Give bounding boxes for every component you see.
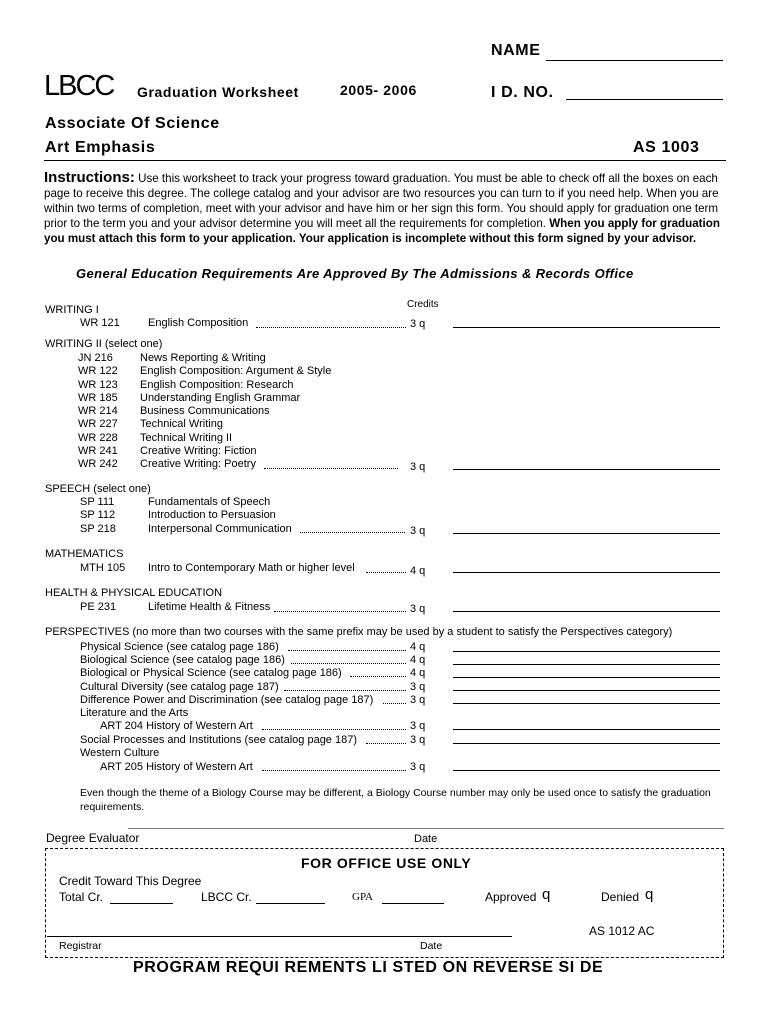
perspective-signoff-line[interactable] <box>453 743 720 744</box>
math-signoff-line[interactable] <box>453 572 720 573</box>
approved-label: Approved <box>485 890 537 904</box>
credit-toward-label: Credit Toward This Degree <box>59 874 202 888</box>
math-name: Intro to Contemporary Math or higher level <box>148 562 355 574</box>
instructions-bold-text: When you apply for graduation you must attach this form to your application. Your application is incomplete without this form signed by your advisor. <box>44 217 720 245</box>
perspective-signoff-line[interactable] <box>453 703 720 704</box>
perspective-item: Social Processes and Institutions (see catalog page 187) <box>80 734 357 746</box>
writing1-title: WRITING I <box>45 304 99 316</box>
name-label: NAME <box>491 42 541 59</box>
registrar-label: Registrar <box>59 940 102 952</box>
course-name: Creative Writing: Fiction <box>140 445 257 458</box>
writing1-code: WR 121 <box>80 317 120 329</box>
denied-label: Denied <box>601 890 640 904</box>
writing1-signoff-line[interactable] <box>453 327 720 328</box>
perspective-credits[interactable]: 3 q <box>410 761 426 773</box>
perspective-credits[interactable]: 3 q <box>410 694 426 706</box>
writing2-title: WRITING II (select one) <box>45 338 163 350</box>
lbcc-cr-field[interactable] <box>256 903 325 904</box>
course-name: English Composition: Argument & Style <box>140 365 332 378</box>
math-credits[interactable]: 4 q <box>410 565 426 577</box>
leader-dots <box>291 663 406 664</box>
gen-ed-heading: General Education Requirements Are Approved By The Admissions & Records Office <box>76 266 634 281</box>
biology-note: Even though the theme of a Biology Course may be different, a Biology Course number may only be used once to satisfy the graduation requirements. <box>80 787 711 813</box>
denied-checkbox[interactable]: q <box>645 886 654 903</box>
emphasis-title: Art Emphasis <box>45 139 156 156</box>
course-code: WR 228 <box>78 431 118 444</box>
course-code: WR 122 <box>78 365 118 378</box>
instructions-label: Instructions: <box>44 169 135 186</box>
instructions <box>44 170 724 246</box>
course-code: SP 218 <box>80 522 116 535</box>
perspective-item: ART 204 History of Western Art <box>100 720 253 732</box>
perspective-signoff-line[interactable] <box>453 690 720 691</box>
course-code: WR 242 <box>78 458 118 471</box>
course-name: Creative Writing: Poetry <box>140 458 256 471</box>
perspective-item: Literature and the Arts <box>80 707 189 719</box>
perspective-item: Biological Science (see catalog page 186) <box>80 654 285 666</box>
course-code: SP 112 <box>80 509 116 522</box>
course-name: Technical Writing <box>140 418 223 431</box>
course-name: English Composition: Research <box>140 378 294 391</box>
worksheet-title: Graduation Worksheet <box>137 84 299 100</box>
health-credits[interactable]: 3 q <box>410 603 426 615</box>
leader-dots <box>284 690 406 691</box>
health-name: Lifetime Health & Fitness <box>148 601 271 613</box>
health-code: PE 231 <box>80 601 117 613</box>
speech-signoff-line[interactable] <box>453 533 720 534</box>
perspective-credits[interactable]: 4 q <box>410 654 426 666</box>
perspectives-title: PERSPECTIVES (no more than two courses with the same prefix may be used by a student to satisfy the Perspectives category) <box>45 626 673 638</box>
course-code: JN 216 <box>78 352 113 364</box>
form-code: AS 1012 AC <box>589 924 655 938</box>
course-code: WR 123 <box>78 378 118 391</box>
health-signoff-line[interactable] <box>453 611 720 612</box>
speech-names <box>148 496 292 536</box>
perspective-item: ART 205 History of Western Art <box>100 761 253 773</box>
evaluator-label: Degree Evaluator <box>46 831 140 845</box>
leader-dots <box>262 729 406 730</box>
registrar-signature-line[interactable] <box>47 936 512 937</box>
registrar-date-label: Date <box>420 940 443 952</box>
perspective-signoff-line[interactable] <box>453 729 720 730</box>
writing2-credits[interactable]: 3 q <box>410 461 426 473</box>
total-cr-label: Total Cr. <box>59 890 104 904</box>
course-name: Interpersonal Communication <box>148 522 292 535</box>
approved-checkbox[interactable]: q <box>542 886 551 903</box>
years: 2005- 2006 <box>340 82 417 98</box>
speech-title: SPEECH (select one) <box>45 483 151 495</box>
course-name: Technical Writing II <box>140 431 233 444</box>
health-title: HEALTH & PHYSICAL EDUCATION <box>45 587 223 599</box>
perspective-credits[interactable]: 4 q <box>410 641 426 653</box>
writing1-name: English Composition <box>148 317 249 329</box>
course-code: WR 185 <box>78 391 118 404</box>
math-code: MTH 105 <box>80 562 126 574</box>
math-title: MATHEMATICS <box>45 548 124 560</box>
total-cr-field[interactable] <box>110 903 173 904</box>
leader-dots <box>256 327 406 328</box>
course-name: Understanding English Grammar <box>140 391 301 404</box>
writing1-credits[interactable]: 3 q <box>410 318 426 330</box>
lbcc-logo: LBCC <box>44 70 114 102</box>
id-field[interactable] <box>566 99 723 100</box>
perspective-credits[interactable]: 4 q <box>410 667 426 679</box>
speech-codes <box>80 496 116 536</box>
leader-dots <box>350 676 406 677</box>
leader-dots <box>262 770 406 771</box>
course-code: WR 241 <box>78 445 118 458</box>
gpa-field[interactable] <box>382 903 444 904</box>
perspective-item: Cultural Diversity (see catalog page 187) <box>80 681 279 693</box>
leader-dots <box>366 572 406 573</box>
perspective-item: Difference Power and Discrimination (see catalog page 187) <box>80 694 374 706</box>
course-name: Introduction to Persuasion <box>148 509 276 522</box>
speech-credits[interactable]: 3 q <box>410 525 426 537</box>
evaluator-date-label: Date <box>414 833 438 845</box>
perspective-signoff-line[interactable] <box>453 651 720 652</box>
perspective-signoff-line[interactable] <box>453 664 720 665</box>
credits-label: Credits <box>407 299 439 310</box>
degree-title: Associate Of Science <box>45 115 220 132</box>
course-code: WR 214 <box>78 405 118 418</box>
name-field[interactable] <box>546 60 723 61</box>
lbcc-cr-label: LBCC Cr. <box>201 890 252 904</box>
degree-code: AS 1003 <box>633 139 700 156</box>
perspective-signoff-line[interactable] <box>453 770 720 771</box>
course-name: News Reporting & Writing <box>140 352 266 364</box>
perspective-signoff-line[interactable] <box>453 677 720 678</box>
writing2-signoff-line[interactable] <box>453 469 720 470</box>
perspective-credits[interactable]: 3 q <box>410 720 426 732</box>
leader-dots <box>264 468 398 469</box>
leader-dots <box>383 703 406 704</box>
gpa-label: GPA <box>352 891 373 903</box>
course-name: Fundamentals of Speech <box>148 496 271 508</box>
leader-dots <box>288 650 406 651</box>
writing2-codes <box>78 352 118 472</box>
course-code: SP 111 <box>80 496 115 508</box>
writing2-names <box>140 352 331 472</box>
perspective-credits[interactable]: 3 q <box>410 734 426 746</box>
perspective-item: Physical Science (see catalog page 186) <box>80 641 279 653</box>
leader-dots <box>300 532 405 533</box>
header-divider <box>44 160 726 161</box>
reverse-side-note: PROGRAM REQUI REMENTS LI STED ON REVERSE SI DE <box>133 959 604 976</box>
instructions-text: Use this worksheet to track your progress toward graduation. You must be able to check off all the boxes on each page to receive this degree. The college catalog and your advisor are two resources you can turn to if you need help. When you are within two terms of completion, meet with your advisor and have him or her sign this form. You should apply for graduation one term prior to the term you and your advisor determine you will meet all the requirements for completion. <box>44 172 719 230</box>
evaluator-signature-line[interactable] <box>128 828 724 829</box>
perspective-item: Biological or Physical Science (see catalog page 186) <box>80 667 342 679</box>
leader-dots <box>274 611 406 612</box>
course-name: Business Communications <box>140 405 270 418</box>
perspective-credits[interactable]: 3 q <box>410 681 426 693</box>
leader-dots <box>366 743 406 744</box>
id-label: I D. NO. <box>491 84 554 101</box>
perspective-item: Western Culture <box>80 747 160 759</box>
office-use-title: FOR OFFICE USE ONLY <box>301 855 472 871</box>
course-code: WR 227 <box>78 418 118 431</box>
